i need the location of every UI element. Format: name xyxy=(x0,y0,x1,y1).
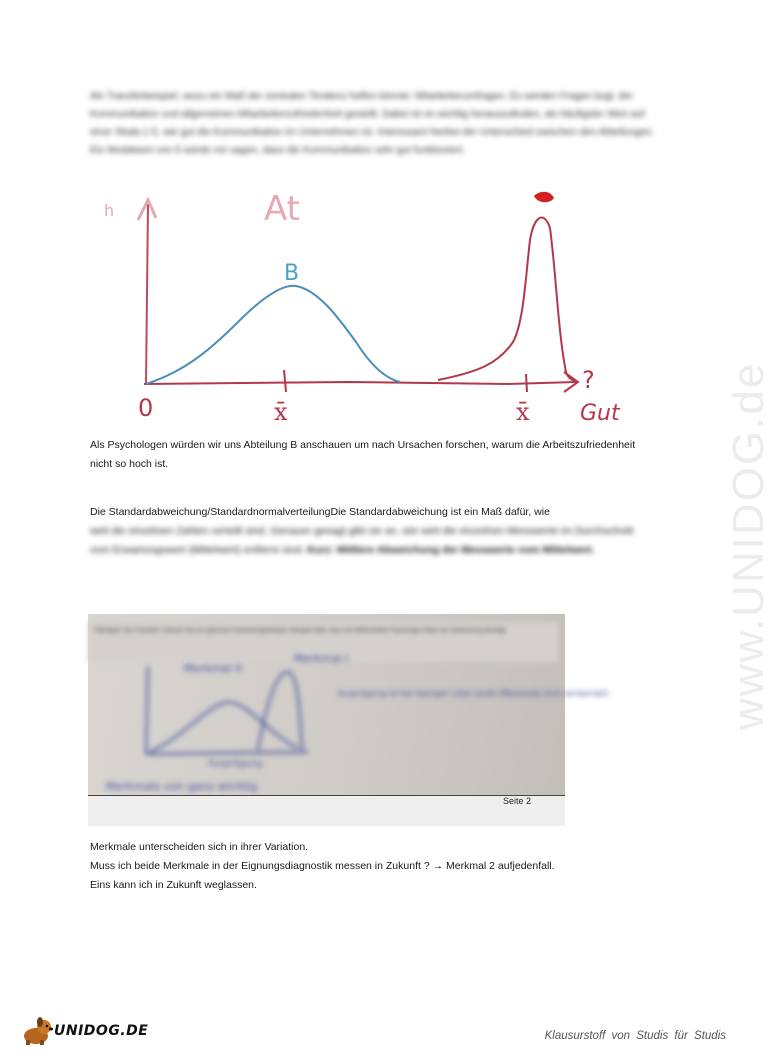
sketch-tick-1 xyxy=(284,370,286,392)
footer-tagline: Klausurstoff von Studis für Studis xyxy=(544,1030,726,1042)
std-blurred-bold: Kurz: Mittlere Abweichung der Messwerte vom Mittelwert. xyxy=(307,544,595,556)
exam-photo-sketch xyxy=(88,614,609,796)
exam-photo-header: Überlegen Sie (Transfer): Nennen Sie ein typisches Anwendungsbeispiel. Beispiel dafür, dass die Differentielle Psychologie Maße der Abweichung benötigt xyxy=(94,628,506,634)
exam-photo-x-axis xyxy=(146,752,308,754)
logo-text: UNIDOG.DE xyxy=(54,1023,149,1039)
exam-photo-y-axis xyxy=(146,666,148,754)
sketch-x-axis xyxy=(144,382,576,384)
exam-photo-curve-2 xyxy=(258,672,302,750)
exam-photo-merkmal-2: Merkmal I xyxy=(294,652,349,665)
exam-photo-footer xyxy=(88,796,565,826)
sketch-label-b: B xyxy=(284,261,300,286)
blurred-intro-text: Als Transferbeispiel, wozu ein Maß der zentralen Tendenz helfen könnte: Mitarbeiterumfragen. Es werden Fragen bzgl. der Kommunikation und allgemeinen Mitarbeiterzufriedenheit gestellt. Dabei ist es wichtig herauszufinden, als häufigster Wert auf einer Skala 1-5, wie gut die Kommunikation im Unternehmen ist. Interessant hierbei der Unterschied zwischen den Abteilungen. Ein Modalwert von 5 würde mir sagen, dass die Kommunikation sehr gut funktioniert. xyxy=(90,91,655,156)
exam-photo-merkmal-1: Merkmal II xyxy=(184,662,242,675)
paragraph-standard-deviation-visible: Die Standardabweichung/StandardnormalverteilungDie Standardabweichung ist ein Maß dafür, wie xyxy=(90,506,550,518)
sketch-red-mark xyxy=(534,192,554,203)
paragraph-psychologists xyxy=(90,436,650,474)
sketch-tick-2 xyxy=(526,374,527,392)
blurred-intro-paragraph xyxy=(90,88,660,160)
conclusion-line-1: Merkmale unterscheiden sich in ihrer Variation. xyxy=(90,841,309,853)
watermark xyxy=(676,280,773,740)
sketch-label-abteilung: At xyxy=(264,189,300,229)
conclusion-line-2: Muss ich beide Merkmale in der Eignungsdiagnostik messen in Zukunft ? → Merkmal 2 aufjedenfall. xyxy=(90,860,555,872)
std-blurred-text: weit die einzelnen Zahlen verteilt sind. Genauer gesagt gibt sie an, wie weit die einzelnen Messwerte im Durchschnitt vom Erwartungswert (Mittelwert) entfernt sind. xyxy=(90,525,634,556)
sketch-curve-a xyxy=(438,218,576,382)
exam-photo-curve-1 xyxy=(150,702,298,752)
sketch-label-question: ? xyxy=(582,366,595,394)
exam-photo-page-label: Seite 2 xyxy=(502,796,531,806)
sketch-label-origin: 0 xyxy=(138,394,154,422)
paragraph-standard-deviation-blurred xyxy=(90,522,650,560)
sketch-label-xbar-2: x̄ xyxy=(516,398,530,426)
sketch-label-gut: Gut xyxy=(580,401,620,426)
conclusion-line-3: Eins kann ich in Zukunft weglassen. xyxy=(90,879,257,891)
exam-photo-note-right: Ausprägung ist bei wenigen viele Leute (Merkmale sind verwendet) xyxy=(338,689,609,698)
dog-icon xyxy=(20,1016,54,1046)
sketch-distribution-comparison xyxy=(88,182,648,430)
exam-photo-x-label: Ausprägung xyxy=(208,759,263,769)
exam-photo-bottom-note: Merkmale von ganz wichtig xyxy=(106,780,258,793)
sketch-label-xbar-1: x̄ xyxy=(274,398,288,426)
paragraph-standard-deviation xyxy=(90,503,650,560)
exam-photo xyxy=(88,614,609,826)
paragraph-psychologists-text: Als Psychologen würden wir uns Abteilung B anschauen um nach Ursachen forschen, warum die Arbeitszufriedenheit nicht so hoch ist. xyxy=(90,439,636,470)
watermark-text: www.UNIDOG.de xyxy=(724,361,773,730)
sketch-label-h: h xyxy=(104,201,115,220)
sketch-y-axis xyxy=(146,204,148,384)
unidog-logo xyxy=(20,1014,160,1048)
paragraph-conclusion xyxy=(90,838,690,895)
sketch-curve-b xyxy=(146,286,400,384)
